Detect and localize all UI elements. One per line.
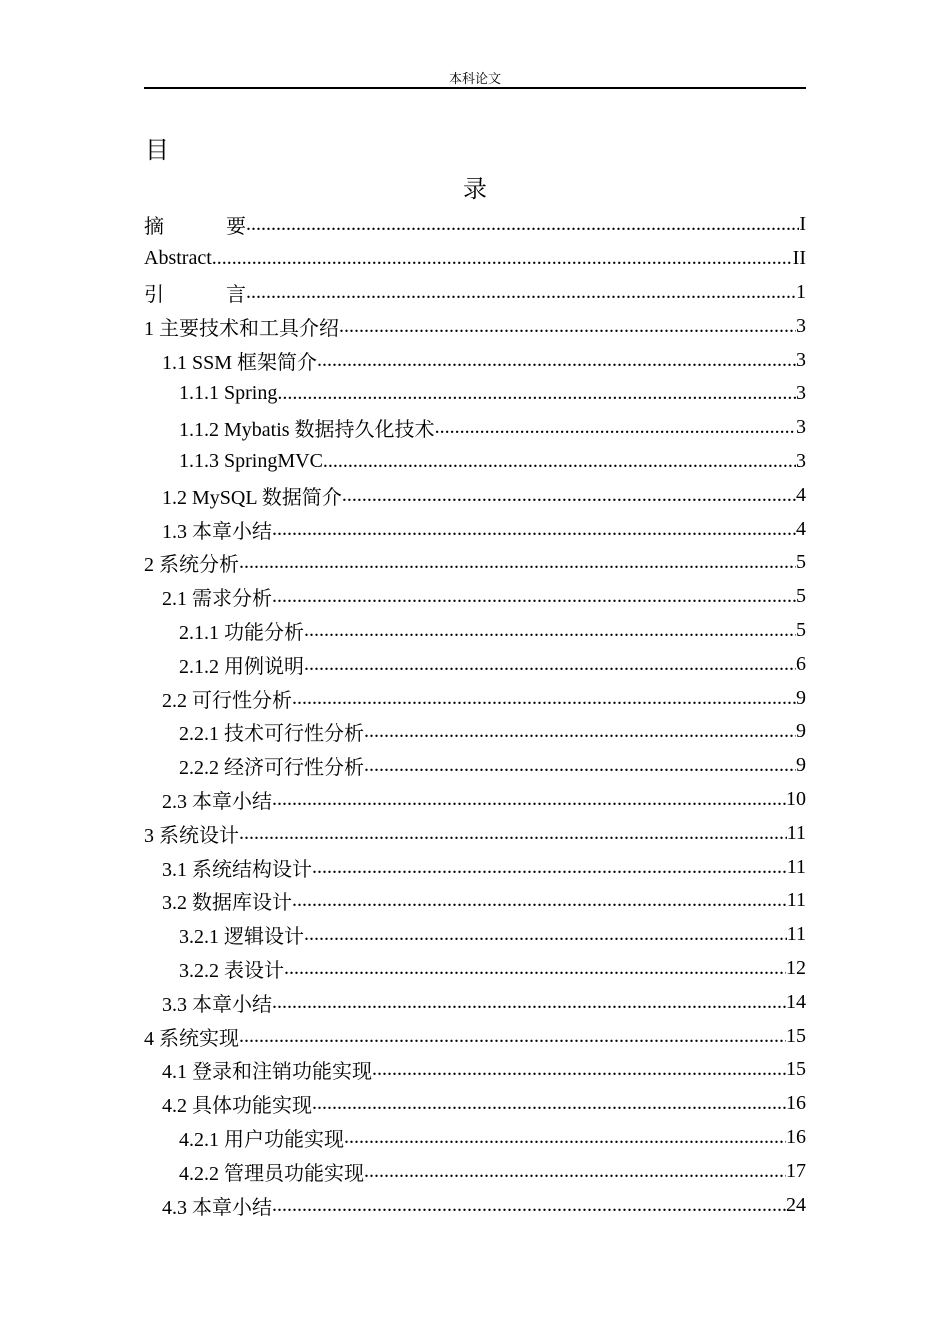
toc-entry-page: 9 <box>796 686 806 709</box>
toc-entry-page: 11 <box>786 889 806 912</box>
toc-entry-title: 1.1.2 Mybatis 数据持久化技术 <box>179 419 435 442</box>
toc-entry-title: 2.2.1 技术可行性分析 <box>179 723 364 746</box>
toc-leader-dots <box>292 889 787 912</box>
toc-entry[interactable] <box>144 614 806 648</box>
toc-entry[interactable] <box>144 1154 806 1188</box>
toc-entry[interactable] <box>144 681 806 715</box>
toc-entry[interactable] <box>144 1087 806 1121</box>
toc-entry-title: 2.2 可行性分析 <box>162 689 292 712</box>
toc-leader-dots <box>339 315 796 338</box>
toc-leader-dots <box>372 1058 786 1081</box>
toc-leader-dots <box>312 856 787 879</box>
toc-entry-page: 11 <box>786 923 806 946</box>
toc-entry[interactable] <box>144 816 806 850</box>
toc-entry[interactable] <box>144 985 806 1019</box>
toc-entry-page: 17 <box>786 1159 806 1182</box>
toc-leader-dots <box>246 281 796 304</box>
toc-heading-part2: 录 <box>463 177 487 203</box>
toc-entry[interactable] <box>144 647 806 681</box>
toc-leader-dots <box>239 551 796 574</box>
toc-entry-page: 3 <box>796 416 806 439</box>
toc-entry-page: 24 <box>786 1193 806 1216</box>
toc-entry-title: 4.1 登录和注销功能实现 <box>162 1061 372 1084</box>
toc-entry-page: 15 <box>786 1024 806 1047</box>
toc-entry-title: 2.1 需求分析 <box>162 588 272 611</box>
toc-entry-title: 3.3 本章小结 <box>162 993 272 1016</box>
toc-entry-page: 3 <box>796 314 806 337</box>
toc-entry[interactable] <box>144 377 806 411</box>
toc-entry-page: 12 <box>786 956 806 979</box>
toc-entry-title: 1.1 SSM 框架简介 <box>162 351 318 374</box>
toc-leader-dots <box>304 923 787 946</box>
toc-entry[interactable] <box>144 580 806 614</box>
toc-leader-dots <box>304 619 796 642</box>
toc-leader-dots <box>272 1194 786 1217</box>
toc-entry-title: 4.3 本章小结 <box>162 1196 272 1219</box>
toc-leader-dots <box>342 484 796 507</box>
toc-entry-page: 4 <box>796 517 806 540</box>
toc-entry-page: 4 <box>796 483 806 506</box>
toc-entry-title: 1.1.1 Spring <box>179 382 278 405</box>
toc-leader-dots <box>272 788 786 811</box>
toc-entry[interactable] <box>144 242 806 276</box>
toc-entry[interactable] <box>144 1121 806 1155</box>
toc-entry-page: 1 <box>796 280 806 303</box>
toc-entry-title: 摘 要 <box>144 216 246 239</box>
toc-entry-page: 6 <box>796 652 806 675</box>
toc-entry[interactable] <box>144 850 806 884</box>
toc-entry-page: 3 <box>796 348 806 371</box>
toc-entry[interactable] <box>144 783 806 817</box>
toc-entry[interactable] <box>144 309 806 343</box>
toc-entry-page: 9 <box>796 754 806 777</box>
toc-entry[interactable] <box>144 952 806 986</box>
toc-entry-page: 11 <box>786 855 806 878</box>
toc-entry-title: 1.1.3 SpringMVC <box>179 449 323 472</box>
toc-leader-dots <box>277 382 796 405</box>
toc-entry-page: II <box>792 247 806 270</box>
toc-leader-dots <box>292 687 796 710</box>
toc-entry[interactable] <box>144 1188 806 1222</box>
toc-entry-page: 11 <box>786 821 806 844</box>
toc-entry-title: 4 系统实现 <box>144 1027 239 1050</box>
toc-leader-dots <box>304 653 796 676</box>
toc-entry-title: 1.2 MySQL 数据简介 <box>162 486 342 509</box>
toc-entry[interactable] <box>144 715 806 749</box>
toc-entry-title: 4.2.1 用户功能实现 <box>179 1128 344 1151</box>
toc-entry-page: 5 <box>796 551 806 574</box>
table-of-contents <box>144 208 806 1222</box>
toc-leader-dots <box>323 450 796 473</box>
toc-leader-dots <box>364 1160 786 1183</box>
toc-entry-title: 2.1.1 功能分析 <box>179 621 304 644</box>
running-header: 本科论文 <box>448 71 501 86</box>
toc-heading-part1: 目 <box>145 138 169 164</box>
toc-leader-dots <box>344 1126 786 1149</box>
toc-entry-title: 4.2 具体功能实现 <box>162 1095 312 1118</box>
header-rule <box>144 87 806 89</box>
toc-entry-page: 14 <box>786 990 806 1013</box>
toc-leader-dots <box>272 585 796 608</box>
toc-entry-title: 3.2.1 逻辑设计 <box>179 926 304 949</box>
toc-entry[interactable] <box>144 918 806 952</box>
toc-leader-dots <box>272 991 786 1014</box>
toc-entry[interactable] <box>144 343 806 377</box>
toc-entry-page: 5 <box>796 618 806 641</box>
toc-entry-title: 2 系统分析 <box>144 554 239 577</box>
toc-entry-title: 2.3 本章小结 <box>162 790 272 813</box>
toc-entry-page: 16 <box>786 1125 806 1148</box>
toc-entry-page: 10 <box>786 787 806 810</box>
toc-entry-title: 2.2.2 经济可行性分析 <box>179 757 364 780</box>
toc-leader-dots <box>317 349 796 372</box>
toc-entry-page: 5 <box>796 585 806 608</box>
toc-entry-page: 3 <box>796 449 806 472</box>
toc-entry-page: 3 <box>796 382 806 405</box>
toc-entry[interactable] <box>144 512 806 546</box>
toc-entry-title: 3 系统设计 <box>144 824 239 847</box>
toc-entry-title: 3.1 系统结构设计 <box>162 858 312 881</box>
toc-entry-title: 2.1.2 用例说明 <box>179 655 304 678</box>
toc-entry-title: 3.2 数据库设计 <box>162 892 292 915</box>
toc-leader-dots <box>364 720 796 743</box>
toc-entry[interactable] <box>144 208 806 242</box>
toc-entry[interactable] <box>144 1053 806 1087</box>
toc-leader-dots <box>239 822 787 845</box>
toc-leader-dots <box>284 957 786 980</box>
toc-entry[interactable] <box>144 546 806 580</box>
toc-entry-title: 1 主要技术和工具介绍 <box>144 317 339 340</box>
toc-entry-title: 3.2.2 表设计 <box>179 959 284 982</box>
toc-entry-title: 引 言 <box>144 283 246 306</box>
toc-leader-dots <box>239 1025 786 1048</box>
toc-entry-page: 15 <box>786 1058 806 1081</box>
toc-entry-title: Abstract <box>144 247 212 270</box>
toc-leader-dots <box>212 247 793 270</box>
toc-entry[interactable] <box>144 478 806 512</box>
toc-leader-dots <box>272 518 796 541</box>
toc-entry[interactable] <box>144 749 806 783</box>
toc-entry-page: 16 <box>786 1092 806 1115</box>
toc-entry[interactable] <box>144 276 806 310</box>
toc-leader-dots <box>312 1092 786 1115</box>
toc-entry[interactable] <box>144 1019 806 1053</box>
toc-entry-page: I <box>799 213 806 236</box>
toc-leader-dots <box>435 416 796 439</box>
toc-leader-dots <box>364 754 796 777</box>
toc-entry[interactable] <box>144 884 806 918</box>
toc-entry-page: 9 <box>796 720 806 743</box>
toc-entry[interactable] <box>144 445 806 479</box>
toc-entry-title: 4.2.2 管理员功能实现 <box>179 1162 364 1185</box>
toc-leader-dots <box>246 213 799 236</box>
toc-entry-title: 1.3 本章小结 <box>162 520 272 543</box>
toc-entry[interactable] <box>144 411 806 445</box>
